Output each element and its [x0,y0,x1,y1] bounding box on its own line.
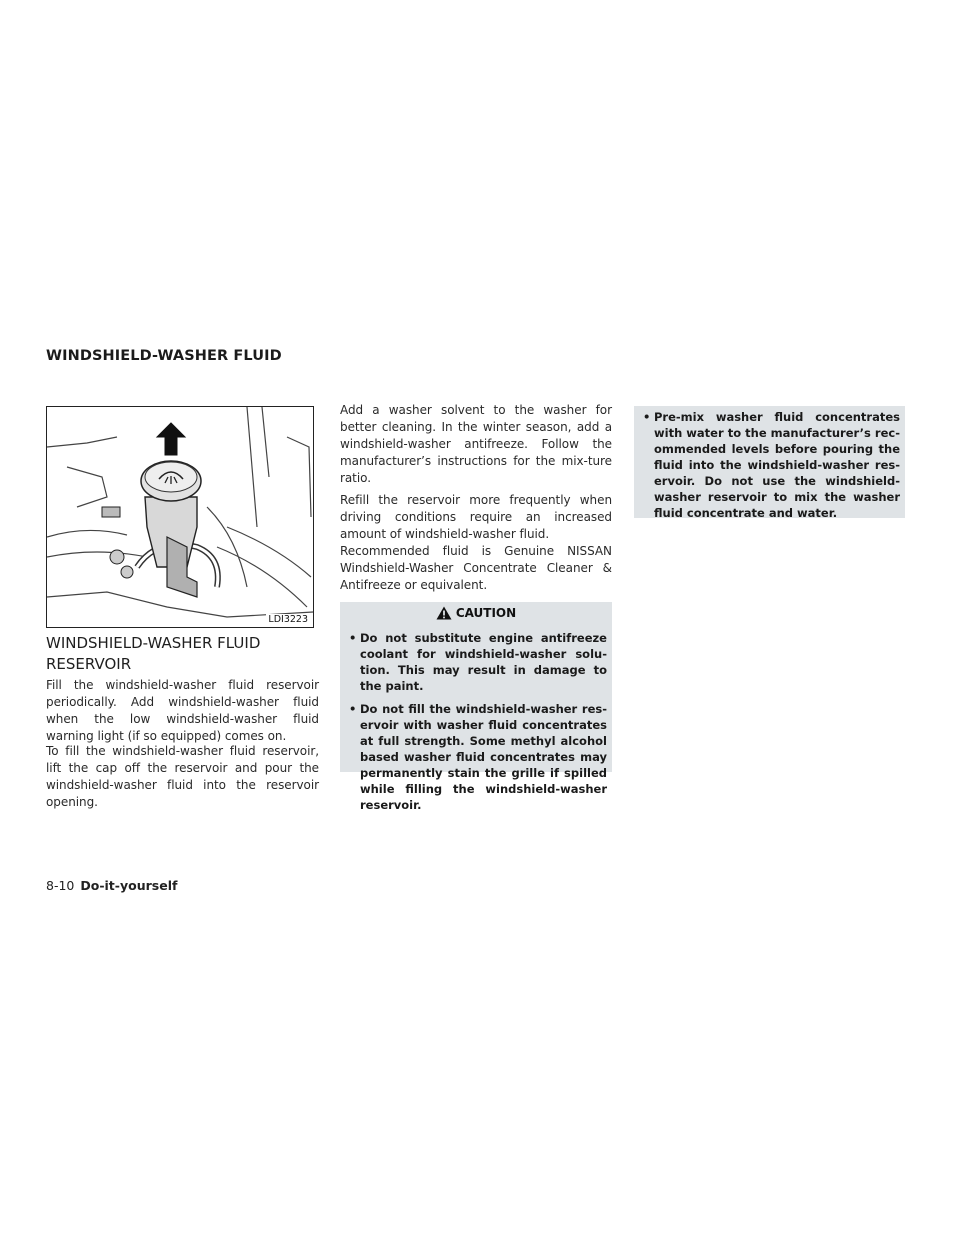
paragraph-recommended-fluid: Recommended fluid is Genuine NISSAN Windshield-Washer Concentrate Cleaner & Antifreeze or equivalent. [340,544,612,592]
premix-caution-box [634,406,905,518]
subheading-line1: WINDSHIELD-WASHER FLUID [46,634,261,652]
caution-item: • Do not substitute engine antifreeze coolant for windshield-washer solu-tion. This may result in damage to the paint. [349,630,607,694]
caution-box [340,602,612,812]
caution-list [349,630,607,820]
page-footer [46,878,177,893]
caution-label: CAUTION [455,606,517,620]
page-number: 8-10 [46,878,75,893]
caution-item: • Do not fill the windshield-washer res-ervoir with washer fluid concentrates at full strength. Some methyl alcohol based washer fluid concentrates may permanently stain the grille if spilled while filling the windshield-washer reservoir. [349,701,607,813]
paragraph-fill-periodically: Fill the windshield-washer fluid reservoir periodically. Add windshield-washer fluid when the low windshield-washer fluid warning light (if so equipped) comes on. [46,678,319,743]
chapter-title: Do-it-yourself [80,878,178,893]
paragraph-refill-frequency: Refill the reservoir more frequently when driving conditions require an increased amount of windshield-washer fluid. [340,493,612,541]
subheading [46,633,316,675]
warning-triangle-icon [436,606,452,620]
premix-list [643,409,900,528]
paragraph-how-to-fill: To fill the windshield-washer fluid reservoir, lift the cap off the reservoir and pour the windshield-washer fluid into the reservoir opening. [46,744,319,809]
washer-reservoir-figure [46,406,314,628]
subheading-line2: RESERVOIR [46,655,132,673]
paragraph-washer-solvent: Add a washer solvent to the washer for better cleaning. In the winter season, add a windshield-washer antifreeze. Follow the manufacturer’s instructions for the mix-ture ratio. [340,403,612,485]
premix-item: • Pre-mix washer fluid concentrates with water to the manufacturer’s rec-ommended levels before pouring the fluid into the windshield-washer res-ervoir. Do not use the windshield-washer reservoir to mix the washer fluid concentrate and water. [643,409,900,521]
washer-reservoir-illustration [47,407,313,627]
caution-header [340,602,612,624]
section-title: WINDSHIELD-WASHER FLUID [46,348,282,364]
figure-code: LDI3223 [268,614,308,625]
